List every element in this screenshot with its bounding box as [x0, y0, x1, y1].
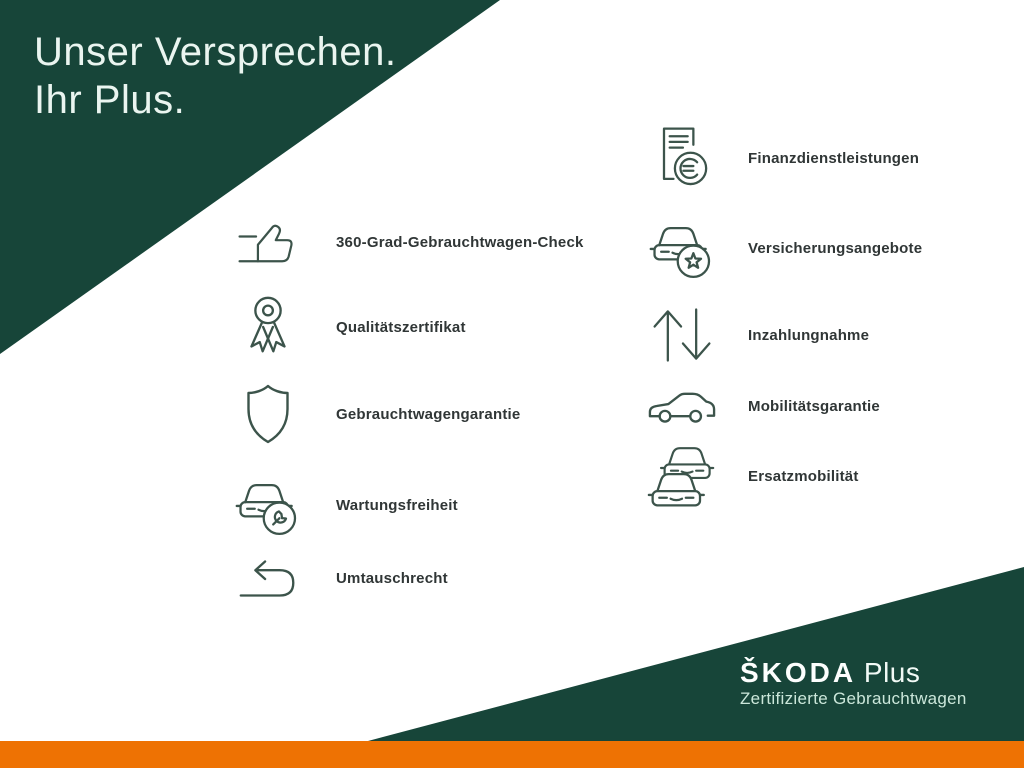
two-cars-icon	[646, 438, 718, 514]
brand-suffix: Plus	[863, 657, 921, 688]
car-wrench-icon	[232, 467, 304, 543]
benefit-label: Gebrauchtwagengarantie	[336, 405, 521, 423]
benefit-item-finanzdienstleistungen	[646, 120, 919, 196]
brand-tagline: Zertifizierte Gebrauchtwagen	[740, 689, 967, 708]
bottom-right-green-triangle	[368, 567, 1024, 741]
benefit-item-versicherungsangebote	[646, 210, 922, 286]
benefit-label: Mobilitätsgarantie	[748, 397, 880, 415]
benefit-label: Umtauschrecht	[336, 569, 448, 587]
award-ribbon-icon	[232, 289, 304, 365]
invoice-euro-icon	[646, 120, 718, 196]
benefit-label: Versicherungsangebote	[748, 239, 923, 257]
orange-footer-bar	[0, 741, 1024, 768]
benefit-label: Finanzdienstleistungen	[748, 149, 920, 167]
benefit-item-umtauschrecht	[232, 540, 448, 616]
benefit-item-wartungsfreiheit	[232, 467, 458, 543]
brand-name: ŠKODA	[740, 657, 857, 688]
benefit-item-360-check	[232, 204, 584, 280]
benefit-label: 360-Grad-Gebrauchtwagen-Check	[336, 233, 584, 251]
page-title-line2: Ihr Plus.	[34, 78, 186, 122]
benefit-item-garantie	[232, 376, 520, 452]
car-side-icon	[646, 368, 718, 444]
benefit-item-inzahlungnahme	[646, 297, 869, 373]
car-star-icon	[646, 210, 718, 286]
trade-in-arrows-icon	[646, 297, 718, 373]
shield-icon	[232, 376, 304, 452]
page-title-line1: Unser Versprechen.	[34, 30, 397, 74]
benefit-label: Inzahlungnahme	[748, 326, 870, 344]
skoda-plus-logo	[740, 658, 967, 709]
return-arrow-icon	[232, 540, 304, 616]
brand-wordmark	[740, 658, 967, 688]
benefit-item-mobilitaetsgarantie	[646, 368, 880, 444]
benefit-item-qualitaetszertifikat	[232, 289, 466, 365]
benefit-label: Wartungsfreiheit	[336, 496, 458, 514]
page-title	[34, 28, 397, 124]
benefit-label: Ersatzmobilität	[748, 467, 859, 485]
benefit-item-ersatzmobilitaet	[646, 438, 859, 514]
benefit-label: Qualitätszertifikat	[336, 318, 466, 336]
thumbs-up-icon	[232, 204, 304, 280]
